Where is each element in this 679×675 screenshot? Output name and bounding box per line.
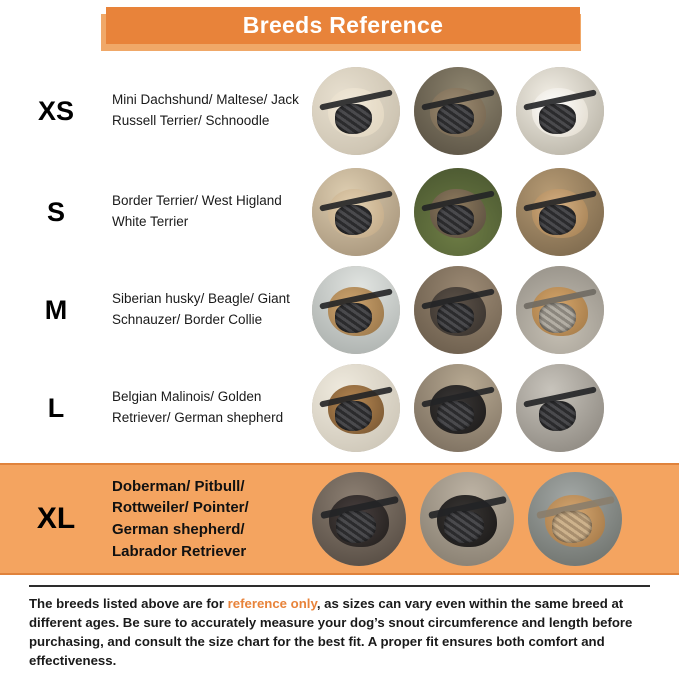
- footer-divider: [29, 585, 650, 587]
- table-row-m: [0, 261, 679, 359]
- size-label-l: L: [47, 392, 65, 423]
- dog-photo: [516, 168, 604, 256]
- photos-xs: [312, 67, 679, 155]
- size-label-m: M: [44, 294, 68, 325]
- breeds-table: [0, 59, 679, 575]
- photos-l: [312, 364, 679, 452]
- muzzle: [539, 104, 576, 134]
- breeds-text-l: Belgian Malinois/ Golden Retriever/ German shepherd: [112, 389, 284, 425]
- breeds-reference-page: [0, 5, 679, 675]
- dog-photo: [312, 364, 400, 452]
- muzzle: [437, 104, 474, 134]
- breeds-text-s: Border Terrier/ West Higland White Terrier: [112, 193, 282, 229]
- dog-photo: [528, 472, 622, 566]
- size-label-s: S: [46, 196, 65, 227]
- muzzle: [539, 401, 576, 431]
- page-title: Breeds Reference: [242, 12, 444, 38]
- table-row-xs: [0, 59, 679, 163]
- dog-photo: [414, 266, 502, 354]
- dog-photo: [414, 168, 502, 256]
- dog-photo: [516, 67, 604, 155]
- photos-xl: [312, 472, 679, 566]
- muzzle: [539, 303, 576, 333]
- table-row-s: [0, 163, 679, 261]
- muzzle: [437, 401, 474, 431]
- footer-note: [29, 594, 650, 671]
- photos-s: [312, 168, 679, 256]
- page-header: [0, 5, 679, 51]
- dog-photo: [414, 364, 502, 452]
- muzzle: [437, 205, 474, 235]
- dog-photo: [312, 472, 406, 566]
- dog-photo: [414, 67, 502, 155]
- muzzle: [335, 401, 372, 431]
- table-row-xl: [0, 463, 679, 575]
- muzzle: [335, 303, 372, 333]
- size-label-xl: XL: [36, 502, 76, 535]
- dog-photo: [312, 168, 400, 256]
- footer-note-accent: reference only: [227, 596, 317, 611]
- breeds-text-xl: Doberman/ Pitbull/ Rottweiler/ Pointer/ German shepherd/ Labrador Retriever: [112, 477, 249, 560]
- dog-photo: [312, 266, 400, 354]
- muzzle: [335, 205, 372, 235]
- footer-note-before: The breeds listed above are for: [29, 596, 228, 611]
- dog-photo: [312, 67, 400, 155]
- breeds-text-xs: Mini Dachshund/ Maltese/ Jack Russell Terrier/ Schnoodle: [112, 92, 299, 128]
- dog-photo: [420, 472, 514, 566]
- header-bar: [106, 7, 580, 44]
- size-label-xs: XS: [37, 95, 75, 126]
- muzzle: [539, 205, 576, 235]
- muzzle: [437, 303, 474, 333]
- muzzle: [335, 104, 372, 134]
- photos-m: [312, 266, 679, 354]
- dog-photo: [516, 266, 604, 354]
- dog-photo: [516, 364, 604, 452]
- footer-note-after: , as sizes can vary even within the same breed at different ages. Be sure to accurately measure your dog’s snout circumference and length before purchasing, and consult the size chart for the best fit. A proper fit ensures both comfort and effectiveness.: [29, 596, 633, 669]
- table-row-l: [0, 359, 679, 457]
- breeds-text-m: Siberian husky/ Beagle/ Giant Schnauzer/ Border Collie: [112, 291, 290, 327]
